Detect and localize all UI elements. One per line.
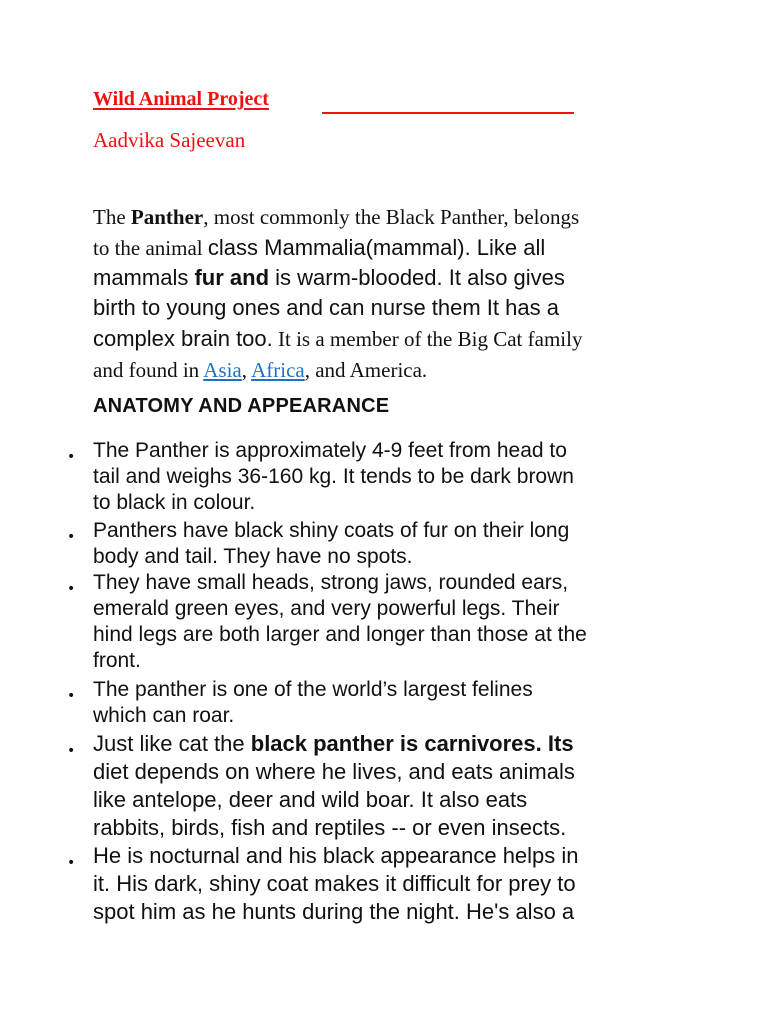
intro-fur-and-bold: fur and xyxy=(194,265,276,290)
author-name: Aadvika Sajeevan xyxy=(93,128,246,152)
bullet-icon: • xyxy=(67,855,76,871)
list-item-line: like antelope, deer and wild boar. It also eats xyxy=(93,787,528,812)
list-item-line: body and tail. They have no spots. xyxy=(93,545,413,568)
list-item-text xyxy=(93,842,693,926)
list-item-line: tail and weighs 36-160 kg. It tends to be dark brown xyxy=(93,465,574,488)
intro-text: , xyxy=(241,358,252,382)
intro-text: mammals xyxy=(93,265,195,290)
intro-line-3 xyxy=(93,265,565,291)
list-item-line: emerald green eyes, and very powerful legs. Their xyxy=(93,597,560,620)
list-item-line: diet depends on where he lives, and eats animals xyxy=(93,759,575,784)
list-item-line: Panthers have black shiny coats of fur on their long xyxy=(93,519,570,542)
intro-line-4: birth to young ones and can nurse them It has a xyxy=(93,295,559,320)
list-item-text xyxy=(93,730,693,842)
intro-text: , most commonly the Black Panther, belongs xyxy=(203,205,580,229)
list-item-line: The panther is one of the world’s largest felines xyxy=(93,678,533,701)
bullet-icon: • xyxy=(67,581,76,597)
bullet-icon: • xyxy=(67,743,76,759)
section-heading: ANATOMY AND APPEARANCE xyxy=(93,395,390,417)
intro-line-6 xyxy=(93,358,427,383)
document-title: Wild Animal Project xyxy=(93,88,269,110)
list-item-line: They have small heads, strong jaws, rounded ears, xyxy=(93,571,569,594)
list-item-line: to black in colour. xyxy=(93,491,256,514)
title-underline-rule xyxy=(322,112,574,114)
list-item-line: front. xyxy=(93,649,141,672)
list-item-line: hind legs are both larger and longer than those at the xyxy=(93,623,587,646)
bullet-icon: • xyxy=(67,688,76,704)
intro-text: , and America. xyxy=(304,358,428,382)
africa-link[interactable]: Africa xyxy=(251,358,305,382)
asia-link[interactable]: Asia xyxy=(203,358,242,382)
list-item-line: which can roar. xyxy=(93,704,235,727)
bullet-icon: • xyxy=(67,449,76,465)
intro-panther-bold: Panther xyxy=(130,205,204,229)
list-item-text-run: Just like cat the xyxy=(93,731,251,756)
carnivores-bold-text: black panther is carnivores. Its xyxy=(250,731,574,756)
intro-line-1 xyxy=(93,205,579,230)
intro-text: is warm-blooded. It also gives xyxy=(275,265,565,290)
list-item-line: He is nocturnal and his black appearance helps in xyxy=(93,843,579,868)
list-item-line: it. His dark, shiny coat makes it difficult for prey to xyxy=(93,871,576,896)
list-item-text xyxy=(93,438,693,516)
intro-line-5 xyxy=(93,326,582,352)
list-item-text xyxy=(93,518,693,570)
intro-text: complex brain too. xyxy=(93,326,273,351)
bullet-icon: • xyxy=(67,529,76,545)
intro-text: The xyxy=(93,205,131,229)
intro-text: class Mammalia(mammal). Like all xyxy=(207,235,546,260)
list-item-text xyxy=(93,570,693,674)
intro-text: and found in xyxy=(93,358,204,382)
list-item-text xyxy=(93,677,693,729)
list-item-line: rabbits, birds, fish and reptiles -- or even insects. xyxy=(93,815,567,840)
list-item-line: spot him as he hunts during the night. He's also a xyxy=(93,899,575,924)
intro-text: It is a member of the Big Cat family xyxy=(272,327,583,351)
list-item-line: The Panther is approximately 4-9 feet from head to xyxy=(93,439,567,462)
list-item-line xyxy=(93,730,693,758)
intro-line-2 xyxy=(93,235,545,261)
intro-text: to the animal xyxy=(93,236,208,260)
